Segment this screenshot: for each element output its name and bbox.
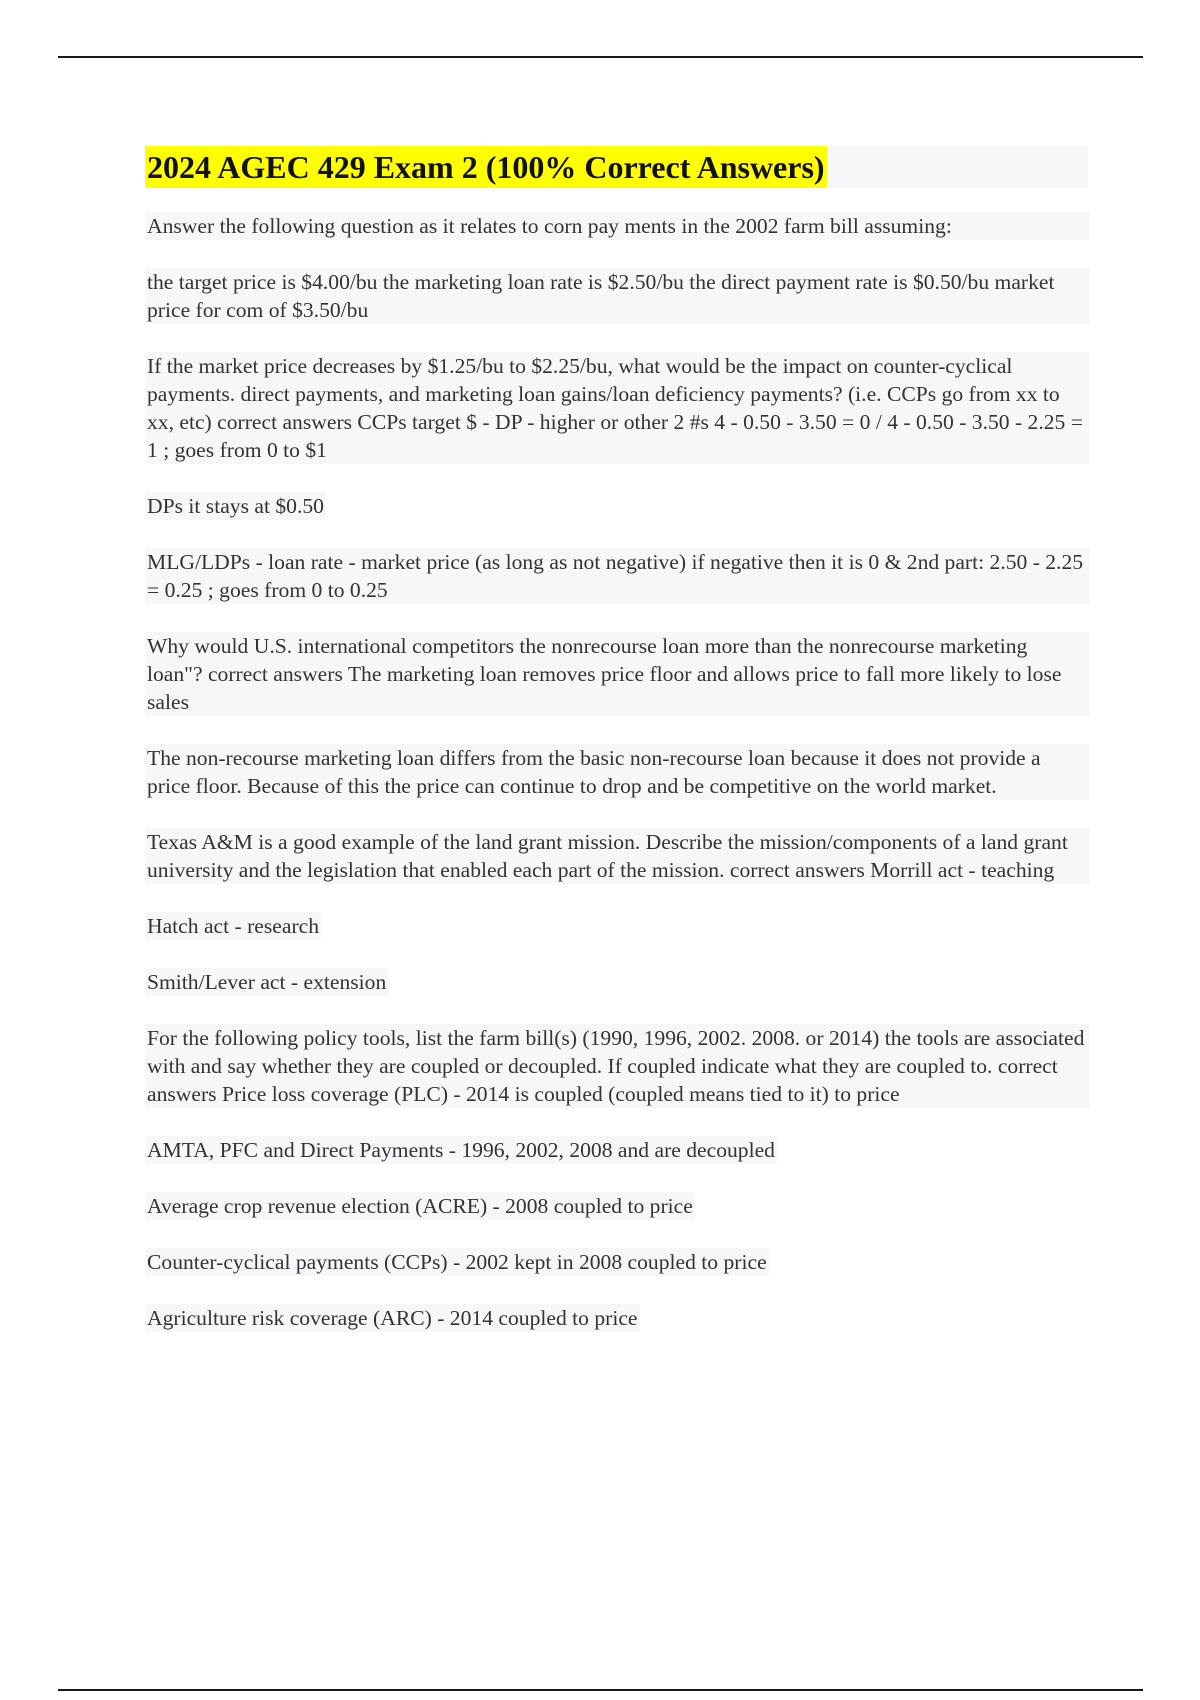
paragraph-land-grant-question: Texas A&M is a good example of the land grant mission. Describe the mission/components of a land grant university and the legislation that enabled each part of the mission. correct answers Morrill act - teaching — [145, 828, 1090, 884]
paragraph-amta-pfc: AMTA, PFC and Direct Payments - 1996, 2002, 2008 and are decoupled — [147, 1138, 775, 1162]
document-body — [145, 212, 1090, 1360]
paragraph-nonrecourse-question: Why would U.S. international competitors the nonrecourse loan more than the nonrecourse marketing loan"? correct answers The marketing loan removes price floor and allows price to fall more likely to lose sales — [145, 632, 1090, 716]
paragraph-arc: Agriculture risk coverage (ARC) - 2014 coupled to price — [147, 1306, 638, 1330]
paragraph-dp-answer: DPs it stays at $0.50 — [147, 494, 324, 518]
paragraph-hatch-act: Hatch act - research — [147, 914, 320, 938]
paragraph-policy-tools-question: For the following policy tools, list the farm bill(s) (1990, 1996, 2002. 2008. or 2014) the tools are associated with and say whether they are coupled or decoupled. If coupled indicate what they are coupled to. correct answers Price loss coverage (PLC) - 2014 is coupled (coupled means tied to it) to price — [145, 1024, 1090, 1108]
paragraph-acre: Average crop revenue election (ACRE) - 2008 coupled to price — [147, 1194, 693, 1218]
paragraph-ccp-answer: If the market price decreases by $1.25/bu to $2.25/bu, what would be the impact on counter-cyclical payments. direct payments, and marketing loan gains/loan deficiency payments? (i.e. CCPs go from xx to xx, etc) correct answers CCPs target $ - DP - higher or other 2 #s 4 - 0.50 - 3.50 = 0 / 4 - 0.50 - 3.50 - 2.25 = 1 ; goes from 0 to $1 — [145, 352, 1090, 464]
paragraph-nonrecourse-explanation: The non-recourse marketing loan differs from the basic non-recourse loan because it does not provide a price floor. Because of this the price can continue to drop and be competitive on the world market. — [145, 744, 1090, 800]
bottom-rule — [58, 1689, 1143, 1691]
paragraph-question-intro: Answer the following question as it relates to corn pay ments in the 2002 farm bill assuming: — [145, 212, 1090, 240]
top-rule — [58, 56, 1143, 58]
paragraph-mlg-answer: MLG/LDPs - loan rate - market price (as long as not negative) if negative then it is 0 & 2nd part: 2.50 - 2.25 = 0.25 ; goes from 0 to 0.25 — [145, 548, 1090, 604]
page-title: 2024 AGEC 429 Exam 2 (100% Correct Answers) — [145, 146, 827, 188]
paragraph-assumptions: the target price is $4.00/bu the marketing loan rate is $2.50/bu the direct payment rate is $0.50/bu market price for com of $3.50/bu — [145, 268, 1090, 324]
paragraph-smith-lever-act: Smith/Lever act - extension — [147, 970, 387, 994]
paragraph-ccps: Counter-cyclical payments (CCPs) - 2002 kept in 2008 coupled to price — [147, 1250, 767, 1274]
